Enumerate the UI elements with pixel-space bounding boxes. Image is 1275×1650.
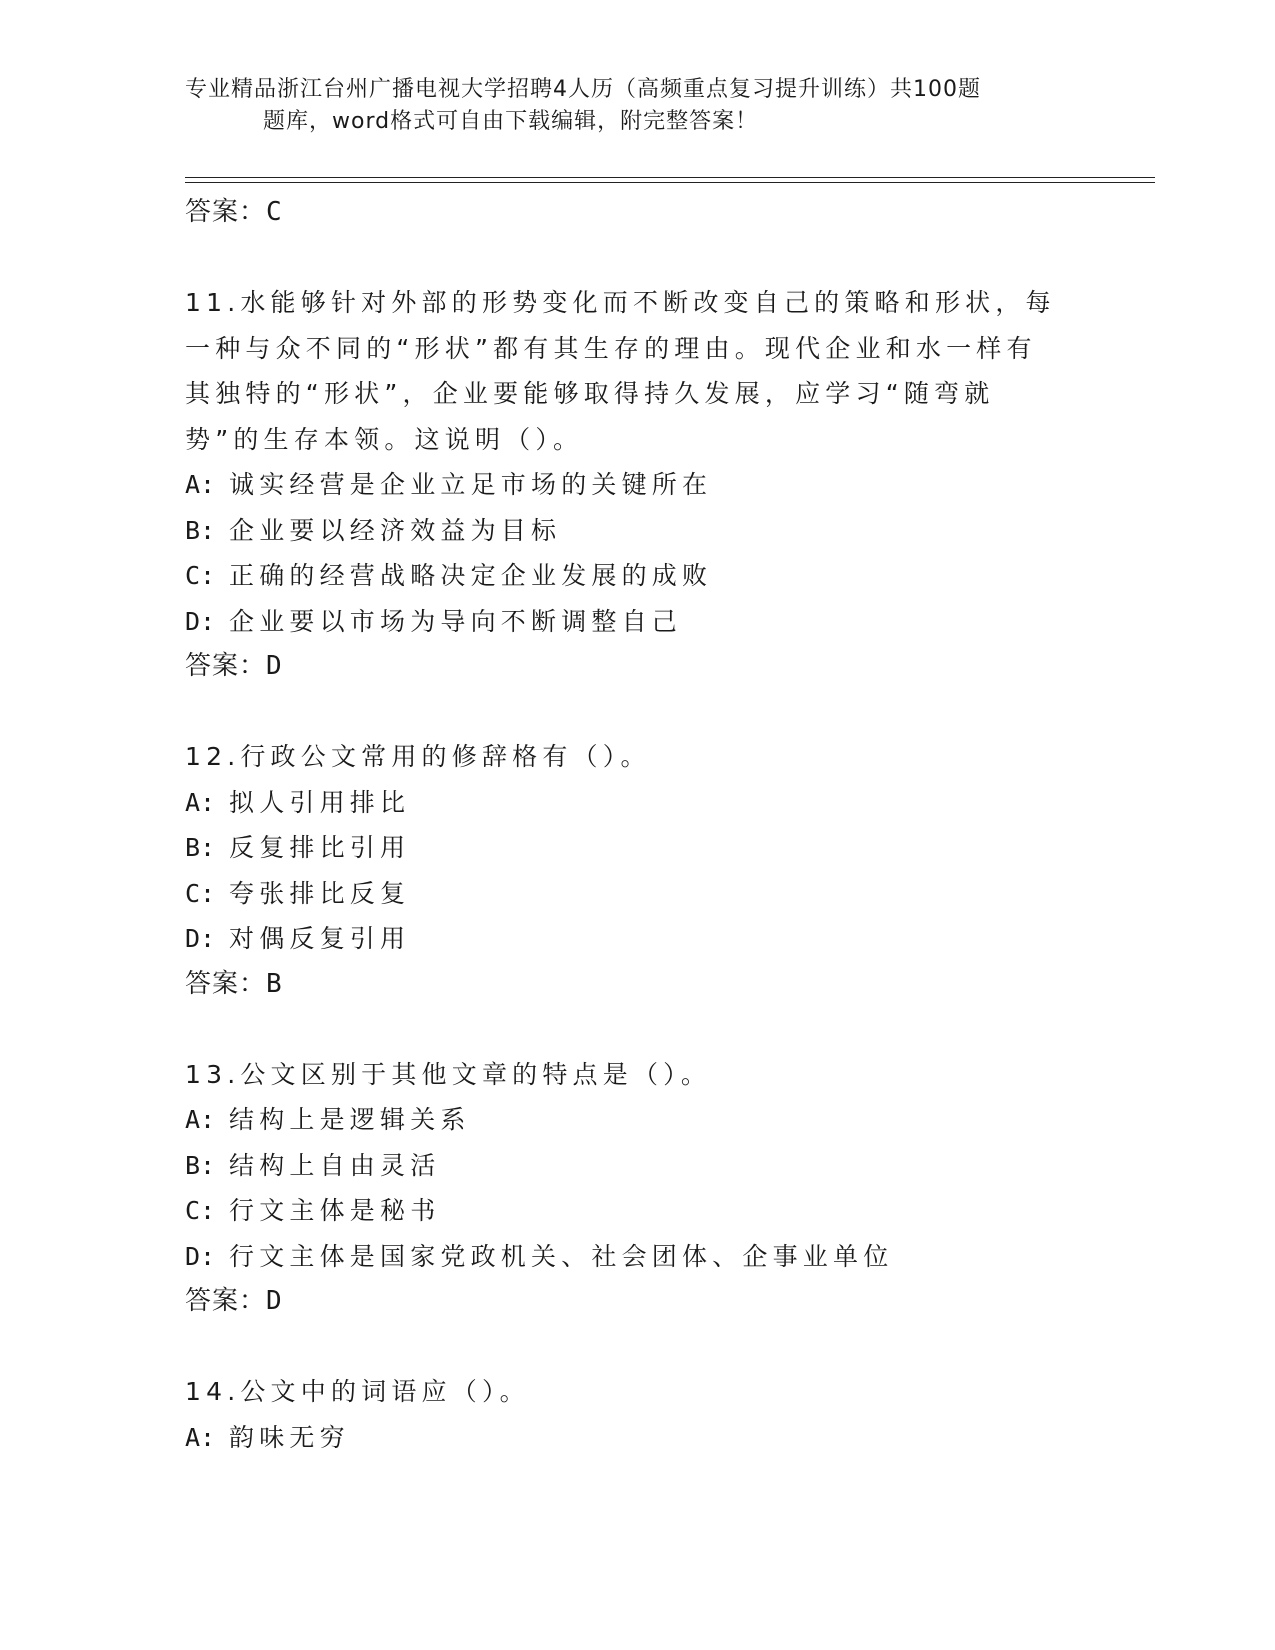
- option-text: 诚实经营是企业立足市场的关键所在: [229, 470, 713, 499]
- option-key: A:: [185, 470, 216, 499]
- option-a: [185, 462, 1085, 508]
- option-key: A:: [185, 1105, 216, 1134]
- option-a: [185, 1097, 1085, 1143]
- answer-value: B: [266, 968, 283, 999]
- answer-label: 答案：: [185, 197, 267, 227]
- option-key: C:: [185, 878, 216, 908]
- option-a: [185, 1415, 1085, 1461]
- answer-label: 答案：: [185, 968, 267, 999]
- option-key: D:: [185, 1241, 216, 1271]
- option-text: 行文主体是秘书: [229, 1196, 441, 1225]
- option-text: 正确的经营战略决定企业发展的成败: [229, 561, 713, 590]
- question-stem: 11.水能够针对外部的形势变化而不断改变自己的策略和形状，每一种与众不同的“形状”都有其生存的理由。现代企业和水一样有其独特的“形状”，企业要能够取得持久发展，应学习“随弯就势”的生存本领。这说明（）。: [185, 288, 1056, 454]
- option-c: [185, 871, 1085, 917]
- question-stem: 13.公文区别于其他文章的特点是（）。: [185, 1059, 712, 1089]
- question-stem: 14.公文中的词语应（）。: [185, 1377, 530, 1406]
- option-c: [185, 1188, 1085, 1234]
- option-key: D:: [185, 924, 216, 953]
- option-text: 韵味无穷: [229, 1422, 350, 1452]
- option-a: [185, 780, 1085, 826]
- answer-line: [185, 644, 1085, 688]
- option-text: 结构上是逻辑关系: [229, 1105, 471, 1134]
- answer-value: D: [266, 651, 283, 681]
- question-list: [185, 190, 1085, 1460]
- option-text: 行文主体是国家党政机关、社会团体、企事业单位: [229, 1241, 894, 1271]
- option-key: A:: [185, 1422, 216, 1452]
- answer-label: 答案：: [185, 651, 267, 681]
- option-b: [185, 508, 1085, 554]
- option-d: [185, 1234, 1085, 1280]
- option-text: 企业要以经济效益为目标: [229, 515, 562, 545]
- question-stem: 12.行政公文常用的修辞格有（）。: [185, 742, 651, 771]
- answer-line: [185, 1279, 1085, 1323]
- option-key: C:: [185, 561, 216, 590]
- option-key: C:: [185, 1196, 216, 1225]
- header-divider-bottom: [185, 182, 1155, 183]
- option-key: D:: [185, 606, 216, 636]
- option-text: 对偶反复引用: [229, 924, 411, 953]
- answer-line: [185, 190, 1085, 234]
- option-d: [185, 599, 1085, 645]
- option-text: 拟人引用排比: [229, 787, 411, 817]
- option-text: 结构上自由灵活: [229, 1150, 441, 1180]
- option-d: [185, 916, 1085, 962]
- option-key: B:: [185, 515, 216, 545]
- option-text: 企业要以市场为导向不断调整自己: [229, 606, 683, 636]
- option-c: [185, 553, 1085, 599]
- option-key: A:: [185, 787, 216, 817]
- answer-value: D: [266, 1286, 283, 1316]
- option-b: [185, 1143, 1085, 1189]
- header-title-line2: 题库，word格式可自由下载编辑，附完整答案！: [263, 109, 759, 134]
- option-text: 夸张排比反复: [229, 878, 411, 908]
- header-title-line1: 专业精品浙江台州广播电视大学招聘4人历（高频重点复习提升训练）共100题: [185, 77, 981, 102]
- option-b: [185, 825, 1085, 871]
- option-key: B:: [185, 833, 216, 862]
- option-text: 反复排比引用: [229, 833, 411, 862]
- answer-value: C: [266, 197, 283, 227]
- answer-line: [185, 962, 1085, 1006]
- option-key: B:: [185, 1150, 216, 1180]
- answer-label: 答案：: [185, 1286, 267, 1316]
- header-divider-top: [185, 177, 1155, 178]
- document-header: [185, 74, 1065, 138]
